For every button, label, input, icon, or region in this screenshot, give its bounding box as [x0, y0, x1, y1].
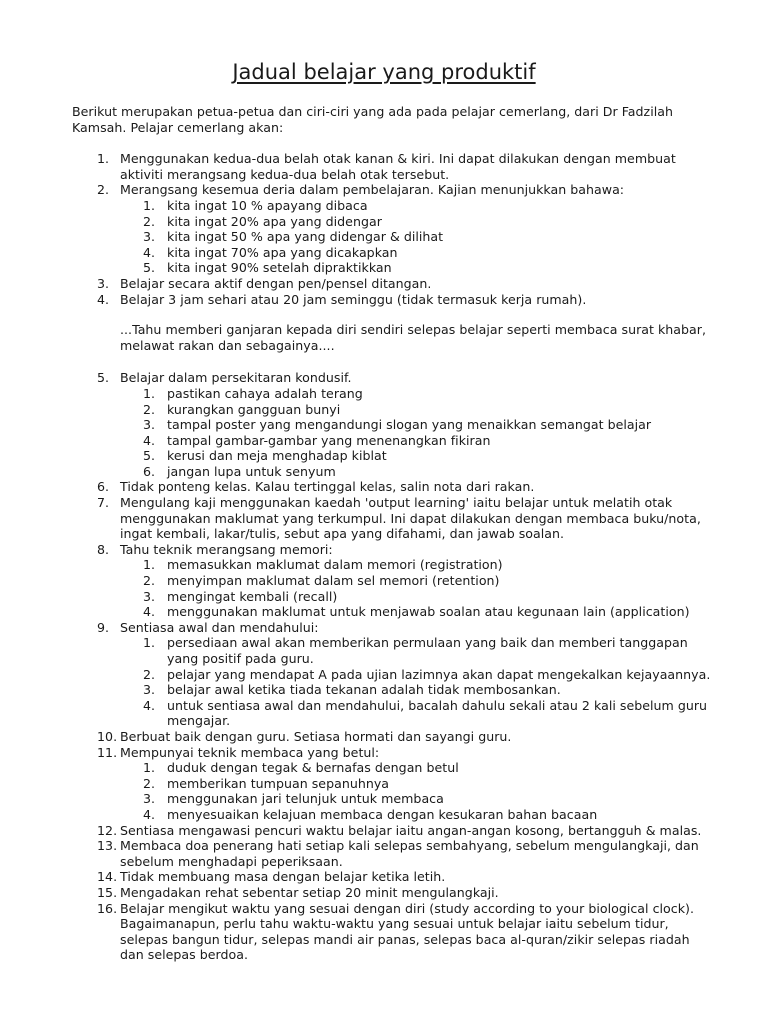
sub-list-item [72, 229, 712, 245]
list-item-number: 14. [97, 869, 118, 885]
sub-list-item [72, 402, 712, 418]
list-item-text: Belajar dalam persekitaran kondusif. [120, 370, 352, 386]
sub-list-item-number: 5. [143, 260, 156, 276]
sub-list-item-number: 1. [143, 385, 156, 401]
note-paragraph: ...Tahu memberi ganjaran kepada diri sendiri selepas belajar seperti membaca surat khabar, melawat rakan dan sebagainya.... [120, 322, 707, 353]
sub-list-item [72, 417, 712, 433]
sub-list-item [72, 791, 712, 807]
list-item-text: Belajar secara aktif dengan pen/pensel ditangan. [120, 275, 432, 291]
sub-list-item [72, 682, 712, 698]
list-item [72, 276, 712, 292]
list-item-text: Tidak ponteng kelas. Kalau tertinggal kelas, salin nota dari rakan. [120, 479, 535, 495]
list-item [72, 729, 712, 745]
sub-list-item-text: memberikan tumpuan sepanuhnya [167, 775, 390, 791]
sub-list-item-number: 4. [143, 604, 156, 620]
list-item [72, 495, 712, 542]
list-item-text: Belajar mengikut waktu yang sesuai dengan diri (study according to your biological clock). Bagaimanapun, perlu tahu waktu-waktu yang sesuai untuk belajar iaitu sebelum tidur, selepas bangun tidur, selepas mandi air panas, selepas baca al-quran/zikir selepas riadah dan selepas berdoa. [120, 900, 694, 963]
sub-list-item [72, 245, 712, 261]
list-item-number: 13. [97, 838, 118, 854]
list-item [72, 620, 712, 636]
list-item-number: 4. [97, 291, 110, 307]
sub-list-item-number: 1. [143, 197, 156, 213]
sub-list-item-text: kita ingat 70% apa yang dicakapkan [167, 244, 398, 260]
sub-list-item-text: belajar awal ketika tiada tekanan adalah tidak membosankan. [167, 682, 561, 698]
sub-list-item [72, 260, 712, 276]
sub-list-item-text: menggunakan maklumat untuk menjawab soalan atau kegunaan lain (application) [167, 604, 690, 620]
list-item-number: 8. [97, 541, 110, 557]
list-item [72, 838, 712, 869]
list-item-text: Mengadakan rehat sebentar setiap 20 minit mengulangkaji. [120, 884, 499, 900]
sub-list-item-number: 5. [143, 448, 156, 464]
sub-list-item-number: 4. [143, 806, 156, 822]
list-item-text: Berbuat baik dengan guru. Setiasa hormati dan sayangi guru. [120, 728, 512, 744]
sub-list-item-text: untuk sentiasa awal dan mendahului, bacalah dahulu sekali atau 2 kali sebelum guru mengajar. [167, 697, 708, 729]
list-item-text: Belajar 3 jam sehari atau 20 jam seminggu (tidak termasuk kerja rumah). [120, 291, 587, 307]
list-item-number: 1. [97, 151, 110, 167]
list-item-number: 7. [97, 495, 110, 511]
sub-list-item-text: kurangkan gangguan bunyi [167, 401, 341, 417]
sub-list-item [72, 557, 712, 573]
sub-list-item [72, 198, 712, 214]
list-item [72, 370, 712, 386]
list-item-text: Sentiasa mengawasi pencuri waktu belajar iaitu angan-angan kosong, bertangguh & malas. [120, 822, 702, 838]
list-item [72, 292, 712, 308]
tips-list [72, 151, 712, 963]
sub-list-item-number: 3. [143, 229, 156, 245]
sub-list-item [72, 464, 712, 480]
sub-list-item-number: 3. [143, 682, 156, 698]
sub-list-item [72, 776, 712, 792]
list-item-number: 16. [97, 900, 118, 916]
sub-list-item-text: pelajar yang mendapat A pada ujian lazimnya akan dapat mengekalkan kejayaannya. [167, 666, 711, 682]
sub-list-item [72, 448, 712, 464]
sub-list-item-number: 4. [143, 432, 156, 448]
sub-list-item-number: 3. [143, 417, 156, 433]
sub-list-item [72, 214, 712, 230]
sub-list-item [72, 698, 712, 729]
sub-list-item [72, 807, 712, 823]
list-item-text: Tahu teknik merangsang memori: [120, 541, 333, 557]
list-item-number: 11. [97, 744, 118, 760]
list-item [72, 869, 712, 885]
list-item [72, 885, 712, 901]
sub-list-item-number: 3. [143, 588, 156, 604]
list-item-text: Mengulang kaji menggunakan kaedah 'output learning' iaitu belajar untuk melatih otak menggunakan maklumat yang terkumpul. Ini dapat dilakukan dengan membaca buku/nota, ingat kembali, lakar/tulis, sebut apa yang difahami, dan jawab soalan. [120, 495, 701, 542]
list-item-text: Tidak membuang masa dengan belajar ketika letih. [120, 869, 446, 885]
sub-list-item-text: kita ingat 90% setelah dipraktikkan [167, 260, 392, 276]
list-item-text: Mempunyai teknik membaca yang betul: [120, 744, 380, 760]
list-item-text: Sentiasa awal dan mendahului: [120, 619, 319, 635]
list-item-number: 5. [97, 370, 110, 386]
sub-list-item-number: 4. [143, 697, 156, 713]
list-item [72, 901, 712, 963]
sub-list-item-text: menyimpan maklumat dalam sel memori (retention) [167, 573, 500, 589]
sub-list-item-text: persediaan awal akan memberikan permulaan yang baik dan memberi tanggapan yang positif pada guru. [167, 635, 688, 666]
sub-list-item-number: 2. [143, 573, 156, 589]
list-item [72, 479, 712, 495]
sub-list-item-text: kerusi dan meja menghadap kiblat [167, 448, 387, 464]
list-item [72, 745, 712, 761]
sub-list-item-text: menggunakan jari telunjuk untuk membaca [167, 791, 444, 807]
list-item-number: 12. [97, 822, 118, 838]
list-item-number: 3. [97, 275, 110, 291]
document-title: Jadual belajar yang produktif [232, 60, 536, 84]
list-item-text: Merangsang kesemua deria dalam pembelajaran. Kajian menunjukkan bahawa: [120, 182, 625, 198]
intro-paragraph: Berikut merupakan petua-petua dan ciri-ciri yang ada pada pelajar cemerlang, dari Dr Fadzilah Kamsah. Pelajar cemerlang akan: [72, 104, 673, 135]
sub-list-item-text: memasukkan maklumat dalam memori (registration) [167, 557, 503, 573]
sub-list-item-text: jangan lupa untuk senyum [167, 463, 336, 479]
sub-list-item-text: tampal gambar-gambar yang menenangkan fikiran [167, 432, 491, 448]
sub-list-item-number: 4. [143, 244, 156, 260]
document-body [72, 104, 712, 963]
sub-list-item-number: 1. [143, 557, 156, 573]
sub-list-item [72, 635, 712, 666]
list-item-number: 10. [97, 728, 118, 744]
sub-list-item-text: kita ingat 20% apa yang didengar [167, 213, 382, 229]
sub-list-item-text: duduk dengan tegak & bernafas dengan betul [167, 760, 459, 776]
list-item [72, 823, 712, 839]
sub-list-item-number: 2. [143, 401, 156, 417]
sub-list-item-number: 1. [143, 760, 156, 776]
list-item [72, 151, 712, 182]
list-item-text: Menggunakan kedua-dua belah otak kanan & kiri. Ini dapat dilakukan dengan membuat aktiviti merangsang kedua-dua belah otak tersebut. [120, 151, 676, 182]
sub-list-item [72, 386, 712, 402]
sub-list-item [72, 760, 712, 776]
sub-list-item-text: kita ingat 50 % apa yang didengar & dilihat [167, 229, 444, 245]
sub-list-item-text: pastikan cahaya adalah terang [167, 385, 363, 401]
list-item-number: 6. [97, 479, 110, 495]
sub-list-item-text: kita ingat 10 % apayang dibaca [167, 197, 368, 213]
sub-list-item-text: tampal poster yang mengandungi slogan yang menaikkan semangat belajar [167, 417, 652, 433]
sub-list-item [72, 433, 712, 449]
list-item [72, 542, 712, 558]
sub-list-item-number: 1. [143, 635, 156, 651]
sub-list-item [72, 573, 712, 589]
sub-list-item-text: mengingat kembali (recall) [167, 588, 338, 604]
sub-list-item-text: menyesuaikan kelajuan membaca dengan kesukaran bahan bacaan [167, 806, 598, 822]
list-item-text: Membaca doa penerang hati setiap kali selepas sembahyang, sebelum mengulangkaji, dan sebelum menghadapi peperiksaan. [120, 838, 699, 869]
sub-list-item-number: 2. [143, 666, 156, 682]
sub-list-item-number: 3. [143, 791, 156, 807]
sub-list-item [72, 667, 712, 683]
sub-list-item [72, 589, 712, 605]
list-item-number: 15. [97, 884, 118, 900]
sub-list-item-number: 2. [143, 213, 156, 229]
sub-list-item [72, 604, 712, 620]
list-item-number: 9. [97, 619, 110, 635]
list-item-number: 2. [97, 182, 110, 198]
sub-list-item-number: 6. [143, 463, 156, 479]
sub-list-item-number: 2. [143, 775, 156, 791]
list-item [72, 182, 712, 198]
